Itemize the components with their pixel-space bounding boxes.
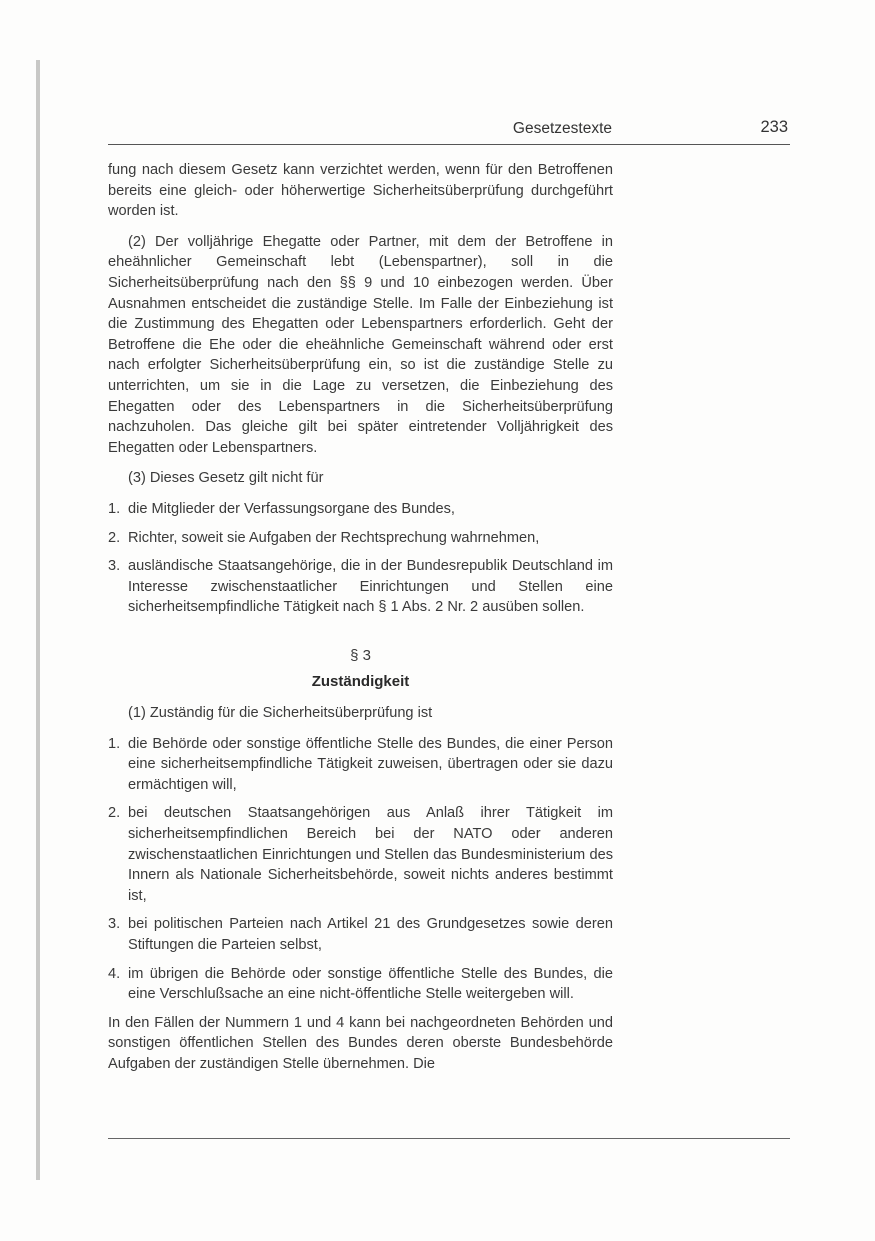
running-header [108,118,790,145]
section-number: § 3 [350,646,371,664]
header-title: Gesetzestexte [512,120,612,137]
list-number: 1. [108,735,121,752]
list-item [108,499,613,520]
section-3-paragraph-1: (1) Zuständig für die Sicherheitsüberprüfung ist [128,705,433,722]
list-item [108,964,613,1005]
paragraph-2: (2) Der volljährige Ehegatte oder Partner, mit dem der Betroffene in eheähnlicher Gemeinschaft lebt (Lebenspartner), soll in die Sicherheitsüberprüfung nach den §§ 9 und 10 einbezogen werden. Über Ausnahmen entscheidet die zuständige Stelle. Im Falle der Einbeziehung ist die Zustimmung des Ehegatten oder Lebenspartners erforderlich. Geht der Betroffene die Ehe oder die eheähnliche Gemeinschaft während oder erst nach erfolgter Sicherheitsüberprüfung ein, so ist die zuständige Stelle zu unterrichten, um sie in die Lage zu versetzen, die Einbeziehung des Ehegatten oder des Lebenspartners in die Sicherheitsüberprüfung nachzuholen. Das gleiche gilt bei später eintretender Volljährigkeit des Ehegatten oder Lebenspartners. [108,233,613,456]
list-number: 2. [108,805,121,822]
list-item [108,914,613,955]
page-number: 233 [760,118,788,136]
list-number: 4. [108,965,121,982]
list-item [108,803,613,906]
exclusion-list [108,499,613,618]
list-number: 2. [108,529,121,546]
list-text: bei deutschen Staatsangehörigen aus Anlaß ihrer Tätigkeit im sicherheitsempfindlichen Bereich bei der NATO oder anderen zwischenstaatlichen Einrichtungen und Stellen das Bundesministerium des Innern als Nationale Sicherheitsbehörde, soweit nichts anderes bestimmt ist, [128,805,613,904]
footer-rule [108,1138,790,1139]
section-title: Zuständigkeit [311,673,410,691]
list-number: 1. [108,500,121,517]
list-text: bei politischen Parteien nach Artikel 21 des Grundgesetzes sowie deren Stiftungen die Parteien selbst, [128,916,613,953]
list-text: Richter, soweit sie Aufgaben der Rechtsprechung wahrnehmen, [128,529,540,546]
page-body [108,160,613,1085]
scan-binding-edge [36,60,40,1180]
list-text: die Mitglieder der Verfassungsorgane des Bundes, [128,500,455,517]
paragraph-continuation: fung nach diesem Gesetz kann verzichtet werden, wenn für den Betroffenen bereits eine gleich- oder höherwertige Sicherheitsüberprüfung durchgeführt worden ist. [108,162,613,220]
responsibility-list [108,734,613,1005]
paragraph-3: (3) Dieses Gesetz gilt nicht für [128,470,324,487]
list-item [108,528,613,549]
list-text: im übrigen die Behörde oder sonstige öffentliche Stelle des Bundes, die eine Verschlußsache an eine nicht-öffentliche Stelle weitergeben will. [128,965,613,1003]
final-paragraph: In den Fällen der Nummern 1 und 4 kann bei nachgeordneten Behörden und sonstigen öffentlichen Stellen des Bundes deren oberste Bundesbehörde Aufgaben der zuständigen Stelle übernehmen. Die [108,1014,613,1072]
list-text: die Behörde oder sonstige öffentliche Stelle des Bundes, die einer Person eine sicherheitsempfindliche Tätigkeit zuweisen, übertragen oder sie dazu ermächtigen will, [128,735,613,793]
list-item [108,556,613,618]
list-number: 3. [108,916,121,933]
list-text: ausländische Staatsangehörige, die in der Bundesrepublik Deutschland im Interesse zwischenstaatlicher Einrichtungen und Stellen eine sicherheitsempfindliche Tätigkeit nach § 1 Abs. 2 Nr. 2 ausüben sollen. [128,558,613,616]
list-number: 3. [108,558,121,575]
list-item [108,734,613,796]
